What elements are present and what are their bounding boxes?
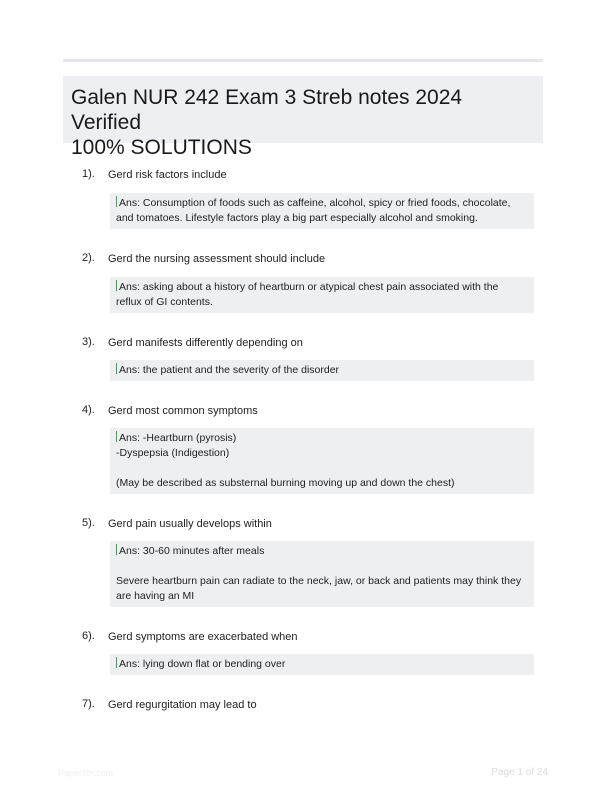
question-number: 5). bbox=[82, 517, 95, 529]
answer-spacer bbox=[116, 461, 528, 476]
question-text: Gerd pain usually develops within bbox=[108, 518, 272, 530]
question-text: Gerd regurgitation may lead to bbox=[108, 699, 257, 711]
question-number: 1). bbox=[82, 168, 95, 180]
answer-marker bbox=[116, 363, 117, 374]
document-title bbox=[71, 85, 535, 160]
title-line-2: 100% SOLUTIONS bbox=[71, 136, 252, 159]
answer-line: are having an MI bbox=[116, 590, 195, 602]
question-number: 2). bbox=[82, 252, 95, 264]
answer-line: Ans: 30-60 minutes after meals bbox=[116, 544, 528, 559]
answer-line: Ans: lying down flat or bending over bbox=[116, 657, 528, 672]
answer-marker bbox=[116, 544, 117, 555]
answer-marker bbox=[116, 657, 117, 668]
question-text: Gerd manifests differently depending on bbox=[108, 337, 303, 349]
answer-box bbox=[110, 654, 534, 675]
question-text: Gerd risk factors include bbox=[108, 169, 227, 181]
title-line-1: Galen NUR 242 Exam 3 Streb notes 2024 Verified bbox=[71, 86, 463, 134]
answer-marker bbox=[116, 280, 117, 291]
page-number: Page 1 of 24 bbox=[491, 767, 548, 778]
answer-line: and tomatoes. Lifestyle factors play a big part especially alcohol and smoking. bbox=[116, 212, 478, 224]
answer-marker bbox=[116, 431, 117, 442]
answer-line: -Dyspepsia (Indigestion) bbox=[116, 447, 230, 459]
answer-line: Ans: the patient and the severity of the disorder bbox=[116, 363, 528, 378]
answer-line: Ans: Consumption of foods such as caffeine, alcohol, spicy or fried foods, chocolate, bbox=[116, 196, 528, 211]
answer-box bbox=[110, 428, 534, 494]
answer-line: reflux of GI contents. bbox=[116, 296, 213, 308]
answer-box bbox=[110, 541, 534, 607]
question-text: Gerd symptoms are exacerbated when bbox=[108, 631, 298, 643]
answer-box bbox=[110, 360, 534, 381]
question-number: 7). bbox=[82, 698, 95, 710]
question-number: 3). bbox=[82, 336, 95, 348]
answer-line: (May be described as substernal burning moving up and down the chest) bbox=[116, 477, 455, 489]
answer-box bbox=[110, 277, 534, 313]
answer-line: Severe heartburn pain can radiate to the neck, jaw, or back and patients may think they bbox=[116, 575, 522, 587]
question-number: 4). bbox=[82, 404, 95, 416]
question-text: Gerd the nursing assessment should include bbox=[108, 253, 326, 265]
top-divider bbox=[63, 59, 543, 62]
answer-line: Ans: asking about a history of heartburn or atypical chest pain associated with the bbox=[116, 280, 528, 295]
footer-watermark: Paperlibr.com bbox=[58, 768, 114, 778]
answer-marker bbox=[116, 196, 117, 207]
answer-spacer bbox=[116, 559, 528, 574]
question-number: 6). bbox=[82, 630, 95, 642]
title-block bbox=[63, 76, 543, 159]
answer-box bbox=[110, 193, 534, 229]
question-text: Gerd most common symptoms bbox=[108, 405, 258, 417]
answer-line: Ans: -Heartburn (pyrosis) bbox=[116, 431, 528, 446]
